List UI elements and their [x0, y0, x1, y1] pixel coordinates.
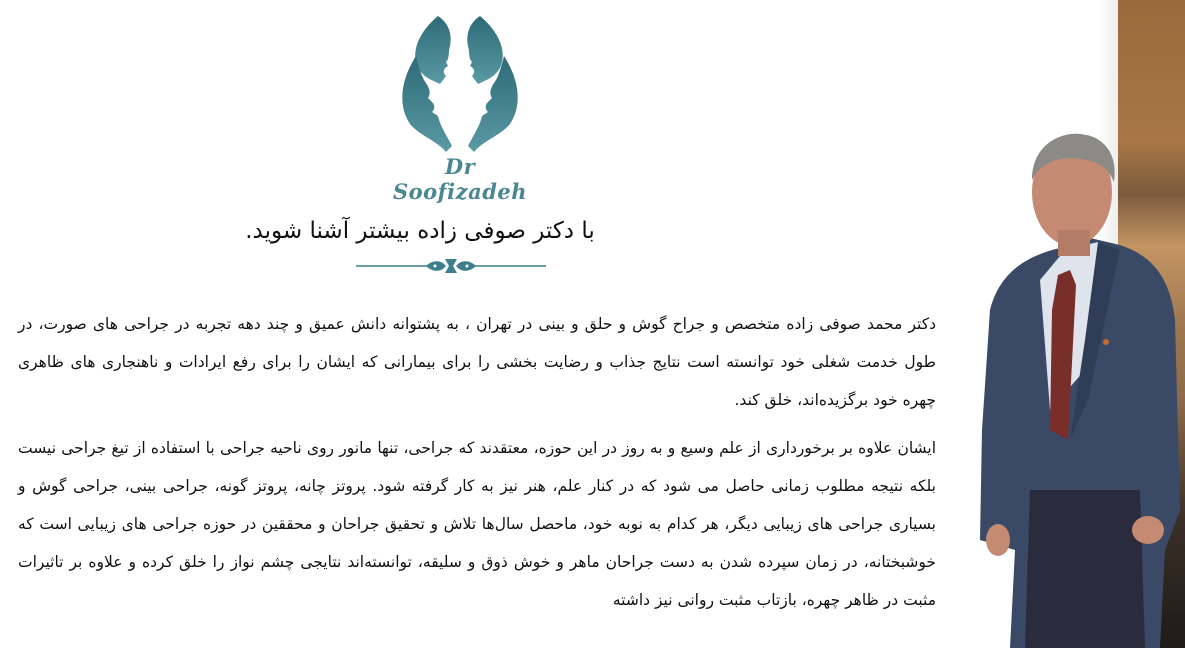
- ornament-divider-icon: [356, 258, 546, 274]
- doctor-portrait: [970, 110, 1185, 648]
- logo-text: Dr Soofizadeh: [392, 154, 528, 204]
- section-heading: با دکتر صوفی زاده بیشتر آشنا شوید.: [245, 218, 595, 244]
- about-paragraph-1: دکتر محمد صوفی زاده متخصص و جراح گوش و حلق و بینی در تهران ، به پشتوانه دانش عمیق و چند دهه تجربه در جراحی های صورت، در طول خدمت شغلی خود توانسته است نتایج جذاب و رضایت بخشی را برای بیمارانی که ایشان را برای رفع ایرادات و ناهنجاری های ظاهری چهره خود برگزیده‌اند، خلق کند.: [18, 315, 936, 409]
- about-paragraph-2: ایشان علاوه بر برخورداری از علم وسیع و به روز در این حوزه، معتقدند که جراحی، تنها مانور روی ناحیه جراحی با استفاده از تیغ جراحی نیست بلکه نتیجه مطلوب زمانی حاصل می شود که در کنار علم، هنر نیز به کار گرفته شود. پروتز چانه، پروتز گونه، جراحی بینی، جراحی گوش و بسیاری جراحی های زیبایی دیگر، هر کدام به نوبه خود، ماحصل سال‌ها تلاش و تحقیق جراحان و محققین در حوزه جراحی های زیبایی است که خوشبختانه، در زمان سپرده شدن به دست جراحان ماهر و خوش ذوق و سلیقه، توانسته‌اند نتایجی چشم نواز را خلق کرده و علاوه بر تاثیرات مثبت در ظاهر چهره، بازتاب مثبت روانی نیز داشته: [18, 439, 936, 609]
- site-logo[interactable]: [380, 6, 540, 204]
- faces-logo-icon: [380, 6, 540, 156]
- about-content: [18, 305, 936, 629]
